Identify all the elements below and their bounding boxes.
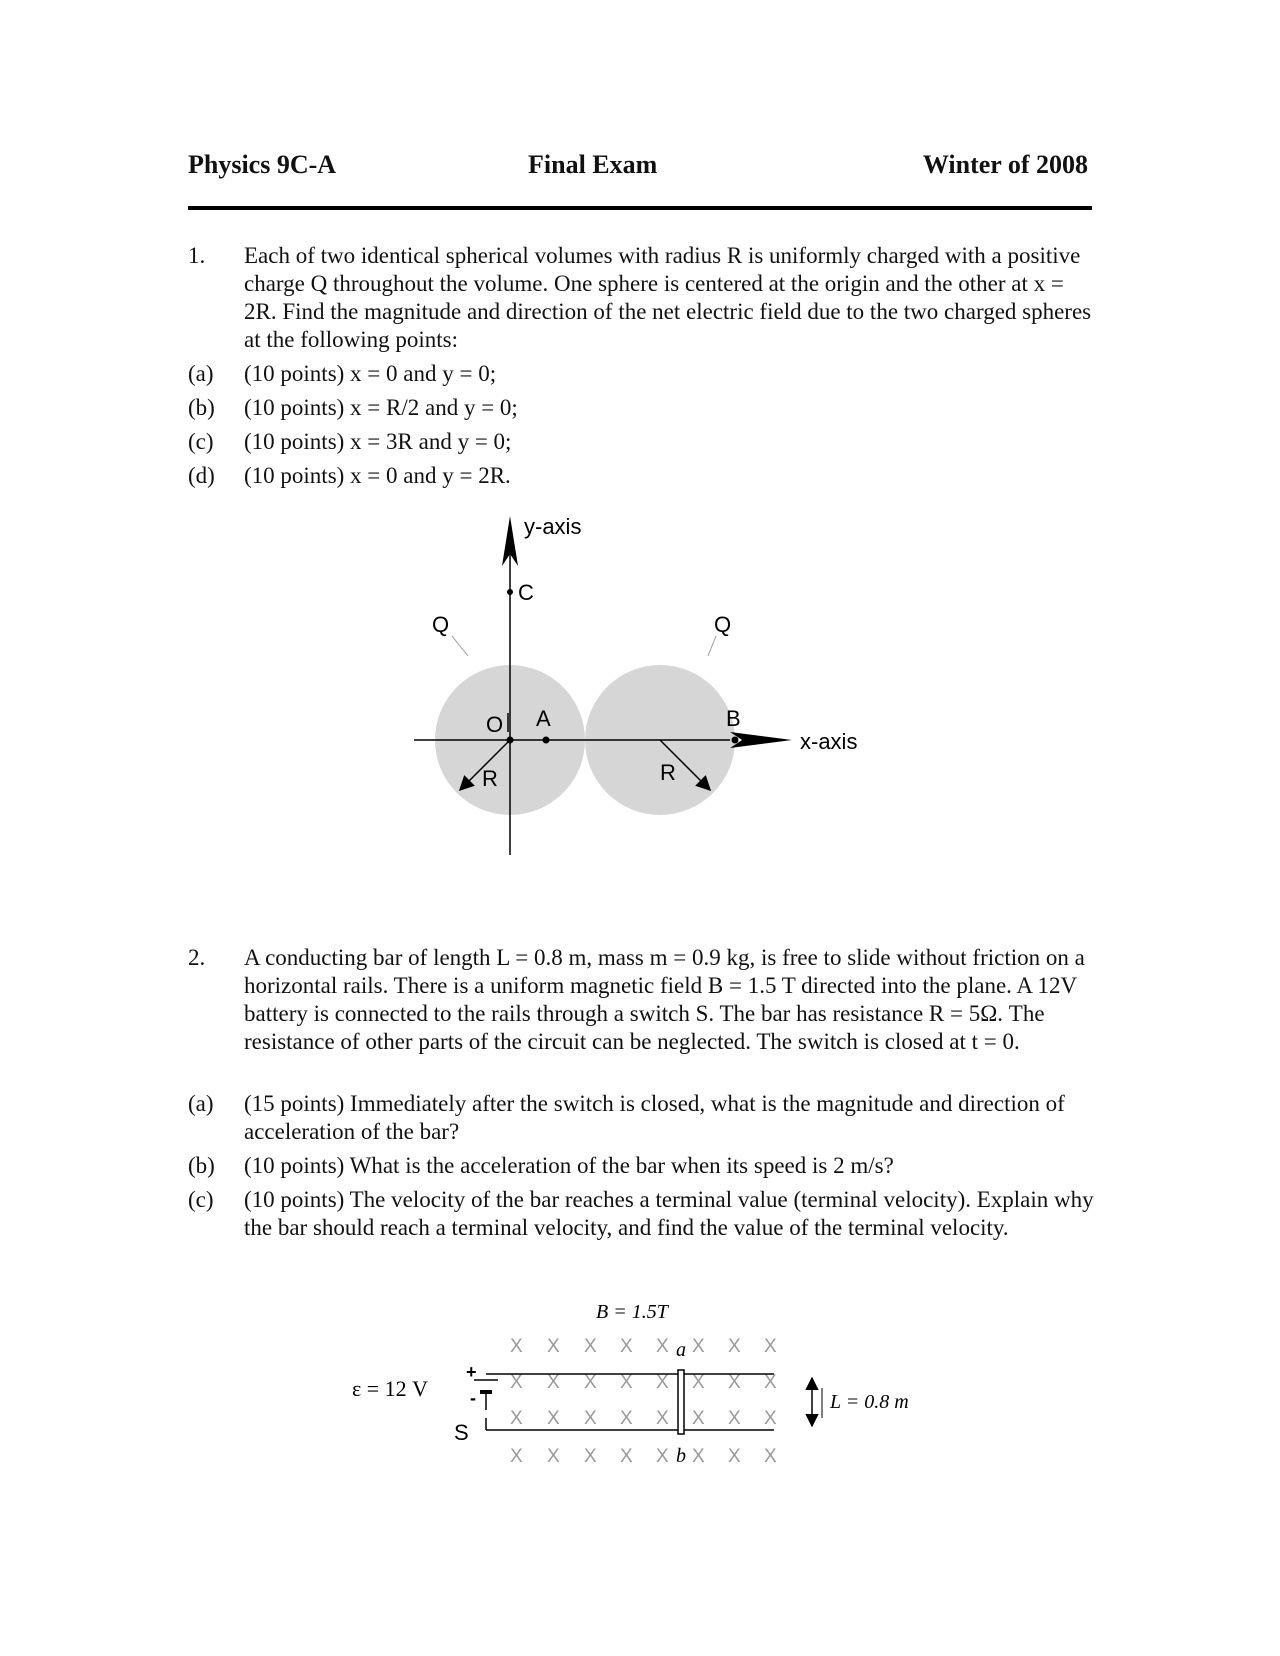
field-cross-mark: X — [692, 1336, 705, 1357]
field-cross-mark: X — [584, 1446, 597, 1467]
field-cross-mark: X — [510, 1408, 523, 1429]
battery-minus: - — [470, 1388, 476, 1408]
battery-plus: + — [466, 1362, 477, 1382]
contact-a-label: a — [676, 1339, 686, 1361]
problem-2-number: 2. — [188, 945, 206, 970]
field-cross-mark: X — [656, 1336, 669, 1357]
field-cross-mark: X — [620, 1408, 633, 1429]
left-charge-leader — [452, 636, 468, 656]
length-label: L = 0.8 m — [830, 1391, 909, 1413]
exam-title: Final Exam — [528, 150, 658, 179]
exam-header — [188, 150, 1088, 190]
problem-1-part-d-text: (10 points) x = 0 and y = 2R. — [244, 463, 511, 488]
field-cross-mark: X — [510, 1372, 523, 1393]
point-a-label: A — [536, 706, 551, 731]
header-rule — [188, 206, 1092, 210]
x-axis-label: x-axis — [800, 729, 858, 754]
point-c-label: C — [518, 580, 534, 605]
field-cross-mark: X — [692, 1372, 705, 1393]
field-cross-mark: X — [584, 1336, 597, 1357]
exam-term: Winter of 2008 — [922, 150, 1088, 179]
left-radius-label: R — [482, 766, 498, 791]
field-cross-mark: X — [620, 1446, 633, 1467]
point-c-dot — [507, 589, 513, 595]
problem-1-part-b-label: (b) — [188, 395, 215, 420]
field-cross-mark: X — [764, 1372, 777, 1393]
problem-2-part-b-label: (b) — [188, 1153, 215, 1178]
x-axis-arrow — [730, 732, 792, 748]
problem-1-part-a-label: (a) — [188, 361, 214, 386]
field-cross-mark: X — [547, 1408, 560, 1429]
field-cross-mark: X — [656, 1372, 669, 1393]
field-cross-mark: X — [656, 1446, 669, 1467]
field-cross-mark: X — [728, 1336, 741, 1357]
field-cross-mark: X — [692, 1408, 705, 1429]
right-charge-label: Q — [714, 612, 732, 637]
field-cross-mark: X — [620, 1336, 633, 1357]
field-cross-mark: X — [510, 1446, 523, 1467]
problem-2-part-c-text: (10 points) The velocity of the bar reaches a terminal value (terminal velocity). Explain why the bar should reach a terminal velocity, and find the value of the terminal velocity. — [244, 1187, 1094, 1240]
field-cross-mark: X — [547, 1372, 560, 1393]
spheres-figure — [380, 510, 900, 860]
point-b-dot — [732, 737, 739, 744]
rail-circuit-figure — [350, 1290, 930, 1480]
field-crosses — [510, 1336, 777, 1467]
conducting-bar — [678, 1370, 684, 1434]
problem-1-number: 1. — [188, 243, 206, 268]
problem-1-part-c-text: (10 points) x = 3R and y = 0; — [244, 429, 512, 454]
field-cross-mark: X — [620, 1372, 633, 1393]
field-cross-mark: X — [728, 1408, 741, 1429]
field-cross-mark: X — [728, 1446, 741, 1467]
switch-label: S — [454, 1420, 469, 1445]
problem-2-part-a-text: (15 points) Immediately after the switch is closed, what is the magnitude and direction of acceleration of the bar? — [244, 1091, 1065, 1144]
course-title: Physics 9C-A — [188, 150, 337, 179]
field-cross-mark: X — [547, 1446, 560, 1467]
point-a-dot — [543, 737, 550, 744]
problem-2-text: A conducting bar of length L = 0.8 m, mass m = 0.9 kg, is free to slide without friction on a horizontal rails. There is a uniform magnetic field B = 1.5 T directed into the plane. A 12V battery is connected to the rails through a switch S. The bar has resistance R = 5Ω. The resistance of other parts of the circuit can be neglected. The switch is closed at t = 0. — [244, 945, 1085, 1054]
y-axis-label: y-axis — [524, 514, 582, 539]
problem-2-part-b-text: (10 points) What is the acceleration of the bar when its speed is 2 m/s? — [244, 1153, 894, 1178]
problem-1-text: Each of two identical spherical volumes with radius R is uniformly charged with a positive charge Q throughout the volume. One sphere is centered at the origin and the other at x = 2R. Find the magnitude and direction of the net electric field due to the two charged spheres at the following points: — [244, 243, 1092, 352]
field-cross-mark: X — [510, 1336, 523, 1357]
field-cross-mark: X — [584, 1372, 597, 1393]
problem-1-part-d-label: (d) — [188, 463, 215, 488]
problem-1-part-b-text: (10 points) x = R/2 and y = 0; — [244, 395, 518, 420]
field-cross-mark: X — [692, 1446, 705, 1467]
field-cross-mark: X — [584, 1408, 597, 1429]
emf-label: ε = 12 V — [352, 1376, 429, 1401]
field-cross-mark: X — [764, 1446, 777, 1467]
field-cross-mark: X — [764, 1336, 777, 1357]
left-charge-label: Q — [432, 612, 450, 637]
point-b-label: B — [726, 706, 741, 731]
field-cross-mark: X — [728, 1372, 741, 1393]
field-label: B = 1.5T — [596, 1301, 668, 1323]
right-radius-label: R — [660, 760, 676, 785]
field-cross-mark: X — [656, 1408, 669, 1429]
problem-2-part-c-label: (c) — [188, 1187, 214, 1212]
problem-1-part-c-label: (c) — [188, 429, 214, 454]
point-o-label: O — [486, 712, 504, 737]
field-cross-mark: X — [764, 1408, 777, 1429]
problem-1-part-a-text: (10 points) x = 0 and y = 0; — [244, 361, 497, 386]
contact-b-label: b — [676, 1445, 686, 1467]
field-cross-mark: X — [547, 1336, 560, 1357]
right-charge-leader — [708, 636, 716, 656]
problem-2-part-a-label: (a) — [188, 1091, 214, 1116]
